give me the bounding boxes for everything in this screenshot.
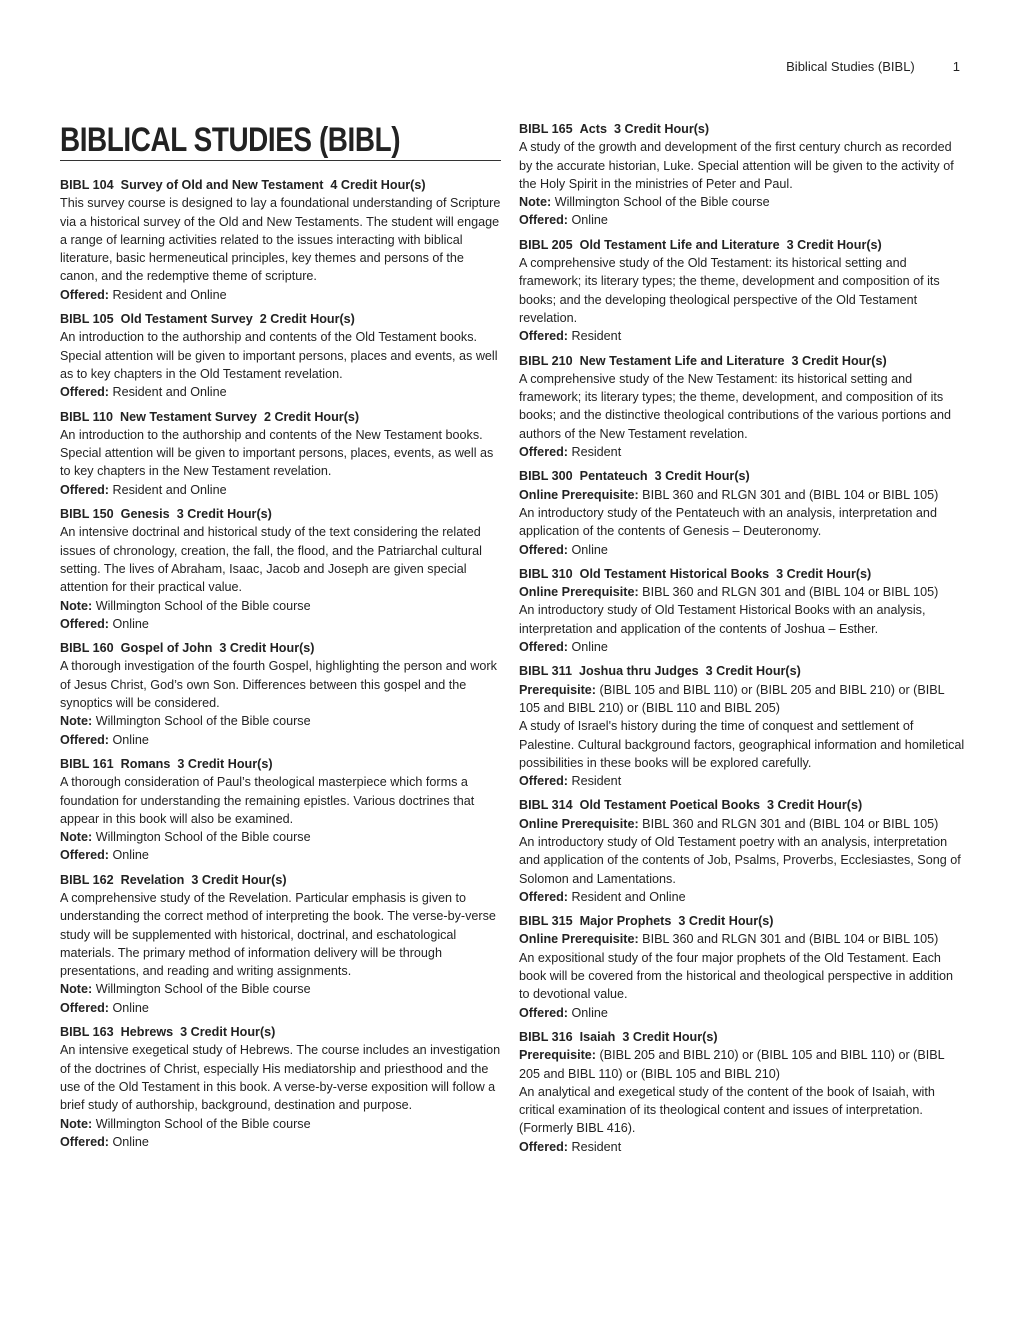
course-title: Old Testament Survey bbox=[120, 312, 253, 327]
prerequisite-label: Prerequisite: bbox=[519, 682, 596, 697]
course-code: BIBL 315 bbox=[519, 914, 573, 929]
course-title: Isaiah bbox=[579, 1029, 616, 1044]
course-heading bbox=[519, 1028, 965, 1046]
course-entry bbox=[519, 1028, 965, 1156]
online-prerequisite-value: BIBL 360 and RLGN 301 and (BIBL 104 or BIBL 105) bbox=[642, 932, 939, 947]
online-prerequisite-label: Online Prerequisite: bbox=[519, 932, 639, 947]
course-credits: 2 Credit Hour(s) bbox=[259, 312, 355, 327]
online-prerequisite bbox=[519, 815, 965, 833]
course-title: Hebrews bbox=[120, 1025, 174, 1040]
course-offered bbox=[60, 286, 502, 304]
course-credits: 3 Credit Hour(s) bbox=[791, 353, 887, 368]
course-offered-label: Offered: bbox=[60, 1000, 109, 1015]
course-code: BIBL 104 bbox=[60, 178, 114, 192]
course-credits: 3 Credit Hour(s) bbox=[180, 1025, 276, 1040]
course-code: BIBL 163 bbox=[60, 1025, 114, 1040]
course-offered-label: Offered: bbox=[519, 542, 568, 557]
course-heading bbox=[60, 755, 502, 773]
course-offered-value: Online bbox=[571, 1005, 608, 1020]
course-offered-value: Resident bbox=[571, 445, 622, 460]
course-credits: 3 Credit Hour(s) bbox=[678, 914, 774, 929]
course-heading bbox=[60, 871, 502, 889]
course-credits: 3 Credit Hour(s) bbox=[705, 664, 801, 679]
course-description: An expositional study of the four major prophets of the Old Testament. Each book will be covered from the historical and theological perspective in addition to devotional value. bbox=[519, 950, 954, 1002]
course-entry bbox=[60, 310, 502, 401]
course-note-label: Note: bbox=[60, 598, 93, 613]
online-prerequisite bbox=[519, 583, 965, 601]
course-title: Pentateuch bbox=[579, 469, 648, 484]
course-offered-value: Resident and Online bbox=[112, 482, 227, 497]
course-note-label: Note: bbox=[60, 1116, 93, 1131]
online-prerequisite-label: Online Prerequisite: bbox=[519, 816, 639, 831]
course-code: BIBL 205 bbox=[519, 237, 573, 252]
prerequisite bbox=[519, 1046, 965, 1083]
course-offered-label: Offered: bbox=[519, 640, 568, 655]
course-credits: 3 Credit Hour(s) bbox=[219, 641, 315, 656]
course-note-value: Willmington School of the Bible course bbox=[95, 830, 311, 845]
course-list-left bbox=[60, 176, 502, 1151]
course-code: BIBL 162 bbox=[60, 872, 114, 887]
course-offered-value: Resident bbox=[571, 774, 622, 789]
course-heading bbox=[519, 565, 965, 583]
course-credits: 3 Credit Hour(s) bbox=[622, 1029, 718, 1044]
course-entry bbox=[519, 120, 965, 230]
course-note-value: Willmington School of the Bible course bbox=[95, 598, 311, 613]
course-code: BIBL 310 bbox=[519, 566, 573, 581]
course-offered-value: Online bbox=[112, 848, 149, 863]
course-description: An introductory study of Old Testament Historical Books with an analysis, interpretation and application of the contents of Joshua – Esther. bbox=[519, 603, 926, 636]
course-offered-value: Resident bbox=[571, 329, 622, 344]
course-entry bbox=[60, 755, 502, 865]
course-offered-label: Offered: bbox=[519, 889, 568, 904]
course-entry bbox=[60, 871, 502, 1017]
prerequisite-label: Prerequisite: bbox=[519, 1048, 596, 1063]
course-entry bbox=[519, 662, 965, 790]
course-offered bbox=[519, 211, 965, 229]
course-heading bbox=[519, 236, 965, 254]
course-code: BIBL 165 bbox=[519, 122, 573, 136]
course-code: BIBL 161 bbox=[60, 756, 114, 771]
course-credits: 3 Credit Hour(s) bbox=[177, 756, 273, 771]
course-offered bbox=[60, 481, 502, 499]
online-prerequisite-value: BIBL 360 and RLGN 301 and (BIBL 104 or BIBL 105) bbox=[642, 487, 939, 502]
course-credits: 3 Credit Hour(s) bbox=[776, 566, 872, 581]
course-credits: 3 Credit Hour(s) bbox=[786, 237, 882, 252]
course-credits: 4 Credit Hour(s) bbox=[330, 178, 426, 192]
course-description: A thorough consideration of Paul’s theological masterpiece which forms a foundation for understanding the remaining epistles. Various doctrines that appear in this book will also be examined. bbox=[60, 775, 475, 826]
course-offered-label: Offered: bbox=[60, 482, 109, 497]
page-title: BIBLICAL STUDIES (BIBL) bbox=[60, 121, 401, 159]
course-offered bbox=[60, 383, 502, 401]
course-offered-label: Offered: bbox=[60, 385, 109, 400]
course-offered bbox=[519, 541, 965, 559]
course-offered bbox=[519, 888, 965, 906]
course-credits: 3 Credit Hour(s) bbox=[654, 469, 750, 484]
course-offered-value: Resident and Online bbox=[112, 287, 227, 302]
course-title: Romans bbox=[120, 756, 171, 771]
course-title: New Testament Life and Literature bbox=[579, 353, 785, 368]
course-note-label: Note: bbox=[60, 714, 93, 729]
course-offered-value: Resident and Online bbox=[571, 889, 686, 904]
course-description: An analytical and exegetical study of the content of the book of Isaiah, with critical examination of its theological content and issues of interpretation. (Formerly BIBL 416). bbox=[519, 1084, 935, 1136]
course-code: BIBL 300 bbox=[519, 469, 573, 484]
course-offered-value: Online bbox=[571, 640, 608, 655]
course-description: An intensive doctrinal and historical study of the text considering the related issues of chronology, creation, the fall, the flood, and the Patriarchal cultural setting. The lives of Abraham, Isaac, Jacob and Joseph are given special attention for their practical value. bbox=[60, 525, 482, 595]
course-entry bbox=[60, 505, 502, 633]
course-entry bbox=[519, 352, 965, 462]
course-description: A comprehensive study of the Revelation. Particular emphasis is given to understanding the correct method of interpreting the book. The verse-by-verse study will be supplemented with historical, doctrinal, and eschatological materials. The primary method of information delivery will be through presentations, and reading and writing assignments. bbox=[60, 890, 496, 979]
online-prerequisite-label: Online Prerequisite: bbox=[519, 487, 639, 502]
course-offered-label: Offered: bbox=[60, 1134, 109, 1149]
course-offered-value: Resident bbox=[571, 1139, 622, 1154]
course-offered-value: Online bbox=[112, 732, 149, 747]
course-note-value: Willmington School of the Bible course bbox=[95, 982, 311, 997]
course-title: Old Testament Historical Books bbox=[579, 566, 770, 581]
course-offered bbox=[60, 846, 502, 864]
course-offered-label: Offered: bbox=[519, 1139, 568, 1154]
course-heading bbox=[519, 120, 965, 138]
course-offered-label: Offered: bbox=[60, 616, 109, 631]
course-note bbox=[60, 1115, 502, 1133]
online-prerequisite bbox=[519, 486, 965, 504]
course-heading bbox=[519, 662, 965, 680]
course-entry bbox=[519, 467, 965, 558]
right-column bbox=[519, 120, 965, 1162]
course-heading bbox=[60, 408, 502, 426]
course-title: Survey of Old and New Testament bbox=[120, 178, 324, 192]
page-number: 1 bbox=[952, 59, 960, 74]
title-divider bbox=[60, 160, 501, 161]
course-offered bbox=[519, 1004, 965, 1022]
course-title: Major Prophets bbox=[579, 914, 672, 929]
course-heading bbox=[60, 176, 502, 194]
running-title: Biblical Studies (BIBL) bbox=[786, 59, 915, 74]
course-note bbox=[60, 597, 502, 615]
course-entry bbox=[60, 1023, 502, 1151]
prerequisite bbox=[519, 681, 965, 718]
left-column bbox=[60, 120, 502, 1157]
course-code: BIBL 150 bbox=[60, 507, 114, 522]
course-credits: 3 Credit Hour(s) bbox=[176, 507, 272, 522]
course-offered bbox=[60, 615, 502, 633]
course-offered-label: Offered: bbox=[60, 287, 109, 302]
course-credits: 3 Credit Hour(s) bbox=[613, 122, 710, 136]
course-offered-value: Online bbox=[571, 542, 608, 557]
course-entry bbox=[519, 912, 965, 1022]
course-offered-label: Offered: bbox=[519, 1005, 568, 1020]
course-entry bbox=[519, 236, 965, 346]
course-offered-label: Offered: bbox=[60, 732, 109, 747]
course-offered bbox=[519, 1138, 965, 1156]
course-offered-value: Online bbox=[571, 213, 608, 228]
course-title: Old Testament Poetical Books bbox=[579, 798, 760, 813]
course-note-label: Note: bbox=[60, 982, 93, 997]
online-prerequisite bbox=[519, 930, 965, 948]
course-heading bbox=[60, 1023, 502, 1041]
course-entry bbox=[519, 565, 965, 656]
course-offered-value: Online bbox=[112, 1134, 149, 1149]
course-title: Gospel of John bbox=[120, 641, 213, 656]
course-title: Joshua thru Judges bbox=[578, 664, 699, 679]
course-note-label: Note: bbox=[519, 195, 552, 210]
course-title: Old Testament Life and Literature bbox=[579, 237, 780, 252]
course-note bbox=[60, 712, 502, 730]
course-entry bbox=[60, 176, 502, 304]
course-description: A comprehensive study of the Old Testament: its historical setting and framework; its literary types; the theme, development and composition of its books; and the developing theological perspective of the Old Testament revelation. bbox=[519, 256, 940, 325]
course-credits: 3 Credit Hour(s) bbox=[767, 798, 863, 813]
course-offered bbox=[519, 443, 965, 461]
course-heading bbox=[60, 505, 502, 523]
course-code: BIBL 311 bbox=[519, 664, 572, 679]
course-note bbox=[60, 980, 502, 998]
course-code: BIBL 160 bbox=[60, 641, 114, 656]
course-offered-value: Online bbox=[112, 1000, 149, 1015]
course-heading bbox=[519, 912, 965, 930]
prerequisite-value: (BIBL 105 and BIBL 110) or (BIBL 205 and BIBL 210) or (BIBL 105 and BIBL 210) or (BIBL 110 and BIBL 205) bbox=[519, 682, 945, 715]
course-heading bbox=[60, 639, 502, 657]
course-credits: 3 Credit Hour(s) bbox=[191, 872, 287, 887]
course-offered-label: Offered: bbox=[60, 848, 109, 863]
course-offered bbox=[60, 731, 502, 749]
course-offered bbox=[519, 772, 965, 790]
course-note-value: Willmington School of the Bible course bbox=[95, 714, 311, 729]
course-heading bbox=[519, 796, 965, 814]
course-description: An introductory study of Old Testament poetry with an analysis, interpretation and application of the contents of Job, Psalms, Proverbs, Ecclesiastes, Song of Solomon and Lamentations. bbox=[519, 834, 961, 886]
course-code: BIBL 210 bbox=[519, 353, 573, 368]
online-prerequisite-value: BIBL 360 and RLGN 301 and (BIBL 104 or BIBL 105) bbox=[642, 816, 939, 831]
course-note-label: Note: bbox=[60, 830, 93, 845]
course-offered-label: Offered: bbox=[519, 445, 568, 460]
course-description: A study of Israel's history during the time of conquest and settlement of Palestine. Cultural background factors, geographical information and homiletical possibilities in these books will be explored carefully. bbox=[519, 719, 965, 770]
course-offered-value: Online bbox=[112, 616, 149, 631]
course-title: Genesis bbox=[120, 507, 170, 522]
course-note-value: Willmington School of the Bible course bbox=[554, 195, 770, 210]
course-offered bbox=[60, 999, 502, 1017]
course-description: A study of the growth and development of the first century church as recorded by the accurate historian, Luke. Special attention will be given to the activity of the Holy Spirit in the ministries of Peter and Paul. bbox=[519, 140, 954, 191]
course-heading bbox=[60, 310, 502, 328]
course-offered-value: Resident and Online bbox=[112, 385, 227, 400]
course-entry bbox=[60, 639, 502, 749]
course-code: BIBL 105 bbox=[60, 312, 114, 327]
course-description: This survey course is designed to lay a foundational understanding of Scripture via a historical survey of the Old and New Testaments. The student will engage a range of learning activities related to the issues interacting with biblical literature, basic hermeneutical principles, key themes and persons of the canon, and the redemptive theme of scripture. bbox=[60, 196, 501, 284]
course-title: Revelation bbox=[120, 872, 185, 887]
course-description: A thorough investigation of the fourth Gospel, highlighting the person and work of Jesus Christ, God’s own Son. Differences between this gospel and the synoptics will be considered. bbox=[60, 659, 497, 711]
course-note bbox=[60, 828, 502, 846]
online-prerequisite-value: BIBL 360 and RLGN 301 and (BIBL 104 or BIBL 105) bbox=[642, 585, 939, 600]
course-offered bbox=[519, 327, 965, 345]
course-code: BIBL 314 bbox=[519, 798, 573, 813]
course-offered-label: Offered: bbox=[519, 329, 568, 344]
course-description: An introductory study of the Pentateuch with an analysis, interpretation and application of the contents of Genesis – Deuteronomy. bbox=[519, 505, 937, 539]
online-prerequisite-label: Online Prerequisite: bbox=[519, 585, 639, 600]
course-description: An introduction to the authorship and contents of the Old Testament books. Special attention will be given to important persons, places and events, as well as to key chapters in the Old Testament revelation. bbox=[60, 330, 498, 381]
course-code: BIBL 110 bbox=[60, 409, 113, 424]
course-note-value: Willmington School of the Bible course bbox=[95, 1116, 311, 1131]
course-heading bbox=[519, 352, 965, 370]
course-credits: 2 Credit Hour(s) bbox=[263, 409, 360, 424]
course-description: An introduction to the authorship and contents of the New Testament books. Special attention will be given to important persons, places, events, as well as to key chapters in the New Testament revelation. bbox=[60, 427, 494, 479]
course-note bbox=[519, 193, 965, 211]
course-heading bbox=[519, 467, 965, 485]
course-list-right bbox=[519, 120, 965, 1156]
course-description: A comprehensive study of the New Testament: its historical setting and framework; its literary types; the theme, development, and composition of its books; and the distinctive theological contributions of the various portions and authors of the New Testament revelation. bbox=[519, 371, 951, 441]
course-description: An intensive exegetical study of Hebrews. The course includes an investigation of the doctrines of Christ, especially His mediatorship and priesthood and the use of the Old Testament in this book. A verse-by-verse exposition will follow a brief study of authorship, background, destination and purpose. bbox=[60, 1043, 501, 1113]
course-offered-label: Offered: bbox=[519, 774, 568, 789]
course-offered-label: Offered: bbox=[519, 213, 568, 228]
course-title: New Testament Survey bbox=[119, 409, 257, 424]
running-header bbox=[786, 59, 960, 74]
prerequisite-value: (BIBL 205 and BIBL 210) or (BIBL 105 and BIBL 110) or (BIBL 205 and BIBL 110) or (BIBL 105 and BIBL 210) bbox=[519, 1048, 945, 1081]
course-entry bbox=[60, 408, 502, 499]
course-offered bbox=[60, 1133, 502, 1151]
course-offered bbox=[519, 638, 965, 656]
course-entry bbox=[519, 796, 965, 906]
course-code: BIBL 316 bbox=[519, 1029, 573, 1044]
course-title: Acts bbox=[579, 122, 607, 136]
